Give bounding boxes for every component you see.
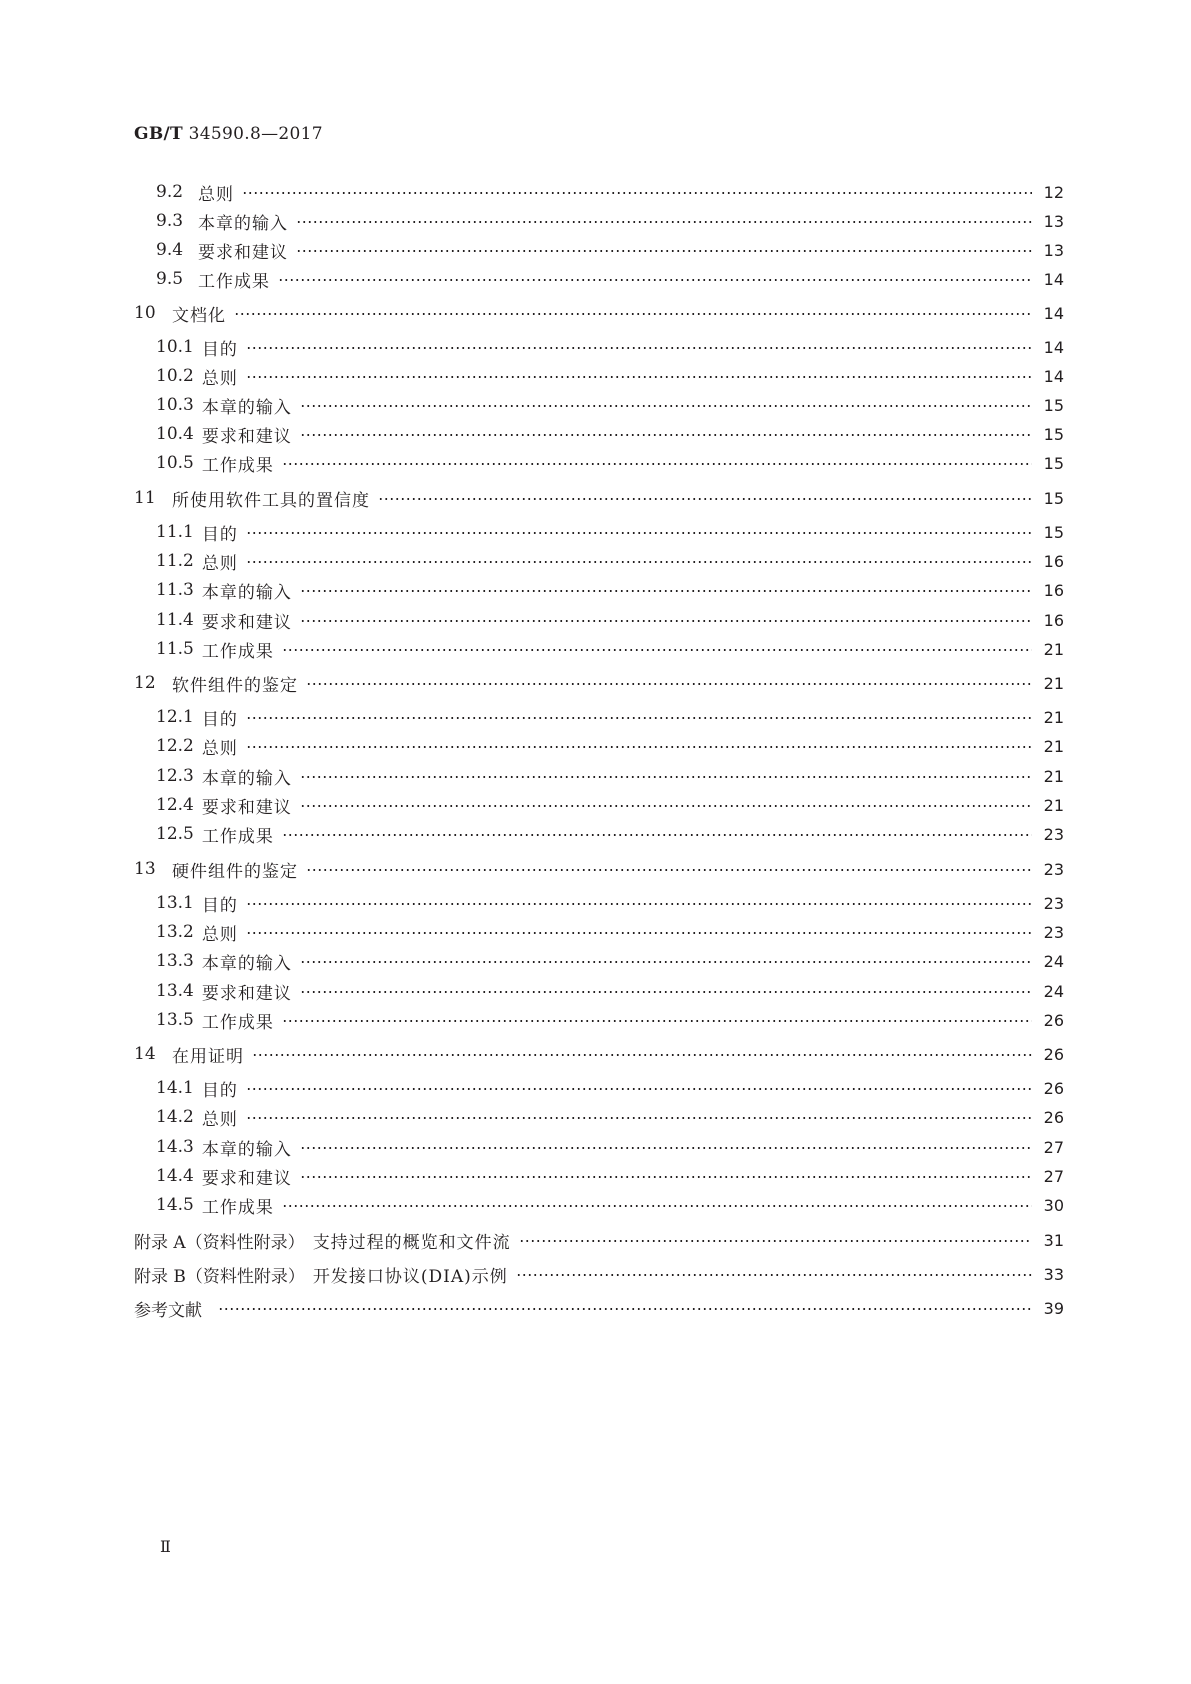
toc-entry-title: 目的 [201, 524, 238, 545]
toc-entry-number: 13.1 [156, 893, 194, 913]
toc-dot-leader [282, 1020, 1032, 1022]
toc-entry-number: 14.1 [156, 1078, 194, 1098]
toc-entry-page: 14 [1043, 303, 1064, 323]
toc-entry-title: 所使用软件工具的置信度 [172, 490, 370, 511]
toc-entry-title: 要求和建议 [201, 426, 292, 447]
toc-entry[interactable] [134, 1008, 1064, 1032]
toc-entry-page: 27 [1043, 1166, 1064, 1186]
toc-entry-page: 31 [1043, 1230, 1064, 1250]
toc-entry-page: 15 [1043, 488, 1064, 508]
toc-entry-number: 12.4 [156, 795, 194, 815]
toc-entry-number: 11 [134, 488, 156, 508]
toc-entry-number: 13.4 [156, 981, 194, 1001]
toc-entry-title: 本章的输入 [201, 1139, 292, 1160]
toc-entry-number: 12.3 [156, 766, 194, 786]
toc-entry[interactable] [134, 1262, 1064, 1286]
toc-entry-title: 要求和建议 [201, 797, 292, 818]
toc-dot-leader [300, 1147, 1032, 1149]
toc-entry[interactable] [134, 949, 1064, 973]
toc-entry-number: 11.5 [156, 639, 194, 659]
toc-entry-number: 10.2 [156, 366, 194, 386]
toc-entry[interactable] [134, 238, 1064, 262]
toc-entry-title: 总则 [201, 738, 238, 759]
toc-entry[interactable] [134, 180, 1064, 204]
toc-dot-leader [300, 805, 1032, 807]
toc-entry[interactable] [134, 1164, 1064, 1188]
toc-entry-page: 23 [1043, 824, 1064, 844]
toc-entry-page: 14 [1043, 366, 1064, 386]
toc-entry-page: 15 [1043, 522, 1064, 542]
toc-entry-number: 13 [134, 859, 156, 879]
toc-entry-page: 23 [1043, 922, 1064, 942]
toc-entry-title: 开发接口协议(DIA)示例 [312, 1266, 508, 1287]
toc-entry-number: 11.1 [156, 522, 194, 542]
toc-dot-leader [246, 532, 1032, 534]
toc-entry-number: 参考文献 [134, 1300, 202, 1321]
toc-entry[interactable] [134, 209, 1064, 233]
toc-dot-leader [296, 250, 1032, 252]
toc-entry[interactable] [134, 857, 1064, 881]
toc-entry-number: 14 [134, 1044, 156, 1064]
toc-entry-title: 要求和建议 [201, 1168, 292, 1189]
toc-dot-leader [300, 961, 1032, 963]
toc-dot-leader [246, 376, 1032, 378]
toc-dot-leader [296, 221, 1032, 223]
toc-entry-number: 10.4 [156, 424, 194, 444]
toc-entry-number: 13.3 [156, 951, 194, 971]
toc-entry-title: 总则 [201, 368, 238, 389]
toc-entry-page: 13 [1043, 211, 1064, 231]
toc-entry-title: 目的 [201, 895, 238, 916]
toc-entry-title: 目的 [201, 709, 238, 730]
toc-entry-number: 12.2 [156, 736, 194, 756]
toc-entry-number: 14.3 [156, 1137, 194, 1157]
toc-entry-page: 13 [1043, 240, 1064, 260]
toc-entry-page: 14 [1043, 269, 1064, 289]
toc-entry-number: 9.4 [156, 240, 184, 260]
toc-entry[interactable] [134, 1042, 1064, 1066]
toc-dot-leader [246, 1117, 1032, 1119]
toc-entry-page: 23 [1043, 893, 1064, 913]
toc-dot-leader [519, 1240, 1032, 1242]
toc-entry[interactable] [134, 549, 1064, 573]
toc-entry-title: 硬件组件的鉴定 [172, 861, 298, 882]
toc-entry-number: 14.5 [156, 1195, 194, 1215]
standard-code: GB/T [134, 124, 183, 144]
toc-entry-title: 目的 [201, 1080, 238, 1101]
toc-entry-number: 10 [134, 303, 156, 323]
toc-entry-number: 10.5 [156, 453, 194, 473]
toc-dot-leader [306, 869, 1032, 871]
toc-entry-number: 12 [134, 673, 156, 693]
toc-entry[interactable] [134, 637, 1064, 661]
toc-entry-page: 39 [1043, 1298, 1064, 1318]
toc-entry[interactable] [134, 1105, 1064, 1129]
toc-entry-page: 15 [1043, 424, 1064, 444]
toc-dot-leader [282, 463, 1032, 465]
toc-entry-page: 26 [1043, 1107, 1064, 1127]
toc-entry-page: 21 [1043, 795, 1064, 815]
toc-entry-title: 软件组件的鉴定 [172, 675, 298, 696]
toc-entry-title: 支持过程的概览和文件流 [312, 1232, 511, 1253]
toc-entry-title: 要求和建议 [198, 242, 288, 263]
toc-entry-number: 14.4 [156, 1166, 194, 1186]
toc-entry[interactable] [134, 451, 1064, 475]
toc-entry-title: 工作成果 [198, 271, 270, 292]
toc-entry-page: 24 [1043, 951, 1064, 971]
toc-dot-leader [282, 834, 1032, 836]
toc-entry-page: 26 [1043, 1044, 1064, 1064]
page-number: Ⅱ [160, 1537, 171, 1556]
toc-entry[interactable] [134, 335, 1064, 359]
toc-entry-title: 本章的输入 [201, 768, 292, 789]
toc-dot-leader [246, 561, 1032, 563]
toc-entry[interactable] [134, 301, 1064, 325]
toc-dot-leader [300, 1176, 1032, 1178]
toc-entry-number: 13.5 [156, 1010, 194, 1030]
toc-dot-leader [306, 683, 1032, 685]
toc-dot-leader [300, 620, 1032, 622]
toc-entry-page: 21 [1043, 766, 1064, 786]
toc-entry-title: 要求和建议 [201, 983, 292, 1004]
toc-entry-title: 本章的输入 [201, 953, 292, 974]
toc-dot-leader [300, 590, 1032, 592]
toc-entry-number: 9.2 [156, 182, 184, 202]
toc-entry-title: 要求和建议 [201, 612, 292, 633]
toc-entry[interactable] [134, 267, 1064, 291]
toc-entry[interactable] [134, 486, 1064, 510]
toc-entry[interactable] [134, 705, 1064, 729]
toc-dot-leader [246, 746, 1032, 748]
toc-entry[interactable] [134, 891, 1064, 915]
toc-entry-page: 15 [1043, 395, 1064, 415]
toc-entry-page: 30 [1043, 1195, 1064, 1215]
toc-entry-title: 本章的输入 [198, 213, 288, 234]
toc-entry-page: 24 [1043, 981, 1064, 1001]
toc-entry-number: 13.2 [156, 922, 194, 942]
toc-entry-title: 在用证明 [172, 1046, 244, 1067]
toc-entry-number: 14.2 [156, 1107, 194, 1127]
toc-entry-page: 16 [1043, 551, 1064, 571]
document-header [134, 124, 323, 144]
toc-entry-page: 15 [1043, 453, 1064, 473]
toc-dot-leader [246, 932, 1032, 934]
toc-entry-number: 12.5 [156, 824, 194, 844]
toc-dot-leader [246, 1088, 1032, 1090]
toc-entry-page: 26 [1043, 1010, 1064, 1030]
toc-entry-page: 21 [1043, 673, 1064, 693]
toc-entry[interactable] [134, 764, 1064, 788]
toc-entry[interactable] [134, 1296, 1064, 1320]
toc-entry-number: 10.1 [156, 337, 194, 357]
toc-dot-leader [300, 405, 1032, 407]
toc-entry[interactable] [134, 822, 1064, 846]
toc-entry-page: 21 [1043, 736, 1064, 756]
toc-entry[interactable] [134, 734, 1064, 758]
toc-entry[interactable] [134, 608, 1064, 632]
toc-entry-number: 附录 A（资料性附录） [134, 1232, 305, 1253]
toc-entry[interactable] [134, 920, 1064, 944]
toc-entry[interactable] [134, 393, 1064, 417]
toc-dot-leader [252, 1054, 1032, 1056]
toc-entry[interactable] [134, 520, 1064, 544]
toc-entry-number: 9.5 [156, 269, 184, 289]
toc-entry-page: 26 [1043, 1078, 1064, 1098]
toc-entry-title: 本章的输入 [201, 397, 292, 418]
toc-entry-number: 11.2 [156, 551, 194, 571]
toc-entry-page: 21 [1043, 639, 1064, 659]
toc-dot-leader [300, 776, 1032, 778]
toc-entry[interactable] [134, 671, 1064, 695]
toc-entry-title: 工作成果 [201, 1012, 274, 1033]
toc-dot-leader [234, 313, 1032, 315]
standard-number: 34590.8—2017 [188, 124, 323, 144]
toc-entry-title: 总则 [201, 553, 238, 574]
toc-dot-leader [378, 498, 1032, 500]
toc-entry-title: 工作成果 [201, 641, 274, 662]
toc-entry[interactable] [134, 1076, 1064, 1100]
toc-entry-title: 总则 [198, 184, 234, 205]
toc-entry-page: 21 [1043, 707, 1064, 727]
toc-dot-leader [516, 1274, 1032, 1276]
toc-entry-title: 目的 [201, 339, 238, 360]
toc-dot-leader [246, 347, 1032, 349]
toc-entry[interactable] [134, 422, 1064, 446]
toc-entry-number: 11.4 [156, 610, 194, 630]
toc-entry-page: 16 [1043, 580, 1064, 600]
toc-entry[interactable] [134, 1193, 1064, 1217]
toc-entry-title: 工作成果 [201, 1197, 274, 1218]
toc-entry[interactable] [134, 1228, 1064, 1252]
toc-entry-title: 工作成果 [201, 826, 274, 847]
toc-entry-page: 27 [1043, 1137, 1064, 1157]
toc-entry-title: 文档化 [172, 305, 226, 326]
toc-entry[interactable] [134, 979, 1064, 1003]
toc-dot-leader [282, 649, 1032, 651]
toc-entry-number: 9.3 [156, 211, 184, 231]
toc-dot-leader [300, 991, 1032, 993]
toc-dot-leader [282, 1205, 1032, 1207]
toc-entry-title: 总则 [201, 1109, 238, 1130]
toc-dot-leader [246, 903, 1032, 905]
toc-entry[interactable] [134, 793, 1064, 817]
toc-entry-title: 总则 [201, 924, 238, 945]
toc-dot-leader [218, 1308, 1032, 1310]
toc-entry-page: 23 [1043, 859, 1064, 879]
toc-dot-leader [246, 717, 1032, 719]
toc-entry-number: 11.3 [156, 580, 194, 600]
toc-entry-page: 16 [1043, 610, 1064, 630]
toc-entry-number: 附录 B（资料性附录） [134, 1266, 305, 1287]
toc-entry-number: 10.3 [156, 395, 194, 415]
toc-entry[interactable] [134, 364, 1064, 388]
toc-entry-title: 本章的输入 [201, 582, 292, 603]
toc-dot-leader [242, 192, 1032, 194]
toc-entry-page: 14 [1043, 337, 1064, 357]
toc-entry-number: 12.1 [156, 707, 194, 727]
toc-dot-leader [300, 434, 1032, 436]
toc-entry-title: 工作成果 [201, 455, 274, 476]
toc-entry[interactable] [134, 578, 1064, 602]
toc-dot-leader [278, 279, 1032, 281]
toc-entry-page: 12 [1043, 182, 1064, 202]
toc-entry-page: 33 [1043, 1264, 1064, 1284]
toc-entry[interactable] [134, 1135, 1064, 1159]
